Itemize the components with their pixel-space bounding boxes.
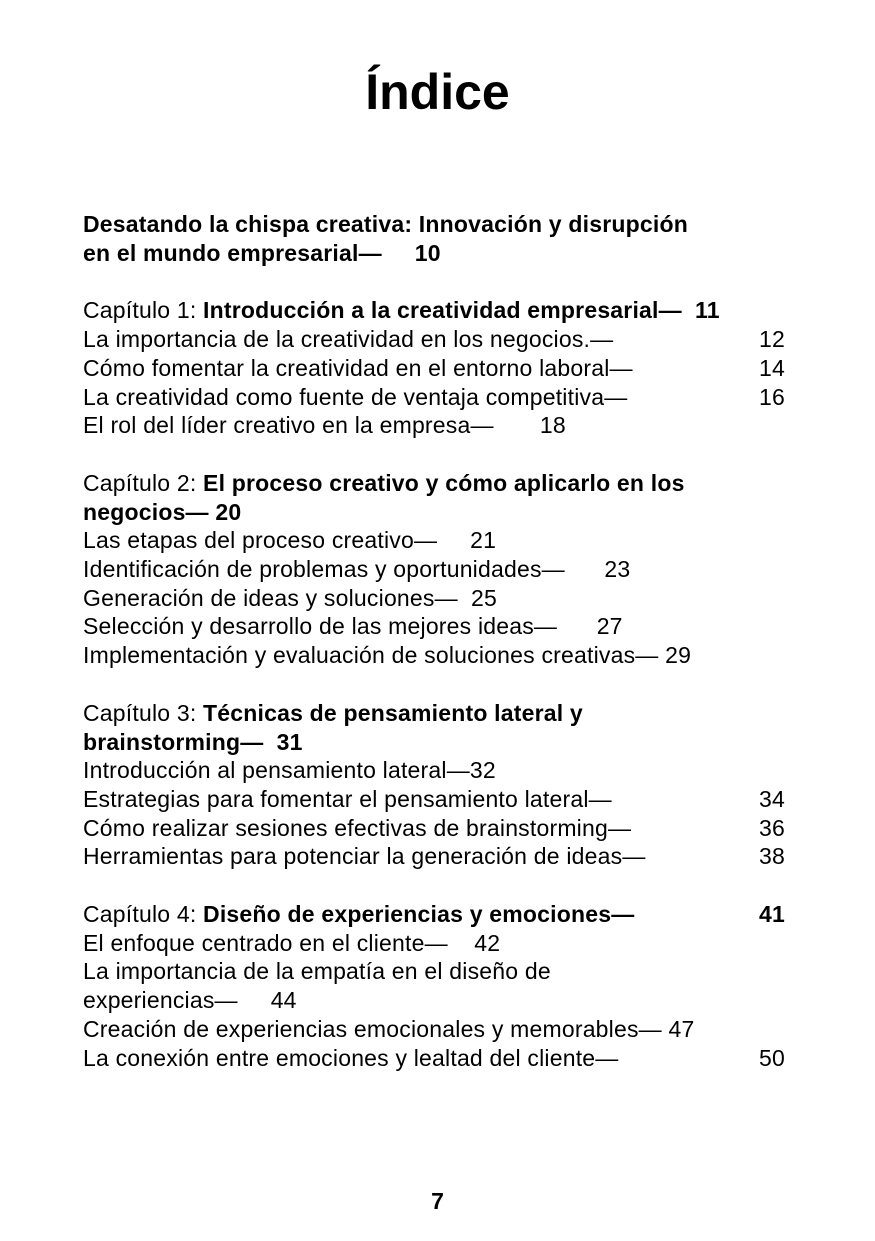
chapter-3-title-line2: brainstorming— (83, 728, 264, 755)
toc-section (83, 411, 804, 440)
toc-section (83, 1015, 804, 1044)
section-page: 44 (270, 987, 297, 1014)
section-page: 12 (759, 326, 785, 353)
section-text: Estrategias para fomentar el pensamiento lateral— (83, 785, 612, 812)
chapter-1-title: Introducción a la creatividad empresarial— (203, 297, 682, 324)
section-page: 50 (759, 1044, 785, 1071)
section-text: El enfoque centrado en el cliente— (83, 929, 448, 956)
section-text: La importancia de la creatividad en los negocios.— (83, 326, 614, 353)
toc-section (83, 325, 804, 354)
toc-intro-page: 10 (414, 239, 441, 266)
section-page: 47 (668, 1015, 695, 1042)
section-page: 25 (471, 584, 497, 611)
section-page: 14 (759, 354, 785, 381)
toc-section (83, 814, 804, 843)
section-page: 21 (470, 527, 497, 554)
toc-section-line1: La importancia de la empatía en el diseño de (83, 958, 551, 985)
chapter-3-page: 31 (276, 728, 303, 755)
section-text: Generación de ideas y soluciones— (83, 584, 458, 611)
chapter-4-page: 41 (759, 901, 785, 928)
toc-chapter-3-line1 (83, 699, 804, 728)
section-page: 38 (759, 843, 785, 870)
chapter-2-page: 20 (215, 498, 242, 525)
section-page: 32 (469, 757, 496, 784)
section-page: 34 (759, 785, 785, 812)
chapter-4-title: Diseño de experiencias y emociones— (203, 901, 635, 928)
section-text: Selección y desarrollo de las mejores ideas— (83, 613, 558, 640)
toc-chapter-1 (83, 296, 804, 325)
section-text: La conexión entre emociones y lealtad del cliente— (83, 1044, 619, 1071)
section-text: Identificación de problemas y oportunidades— (83, 556, 565, 583)
section-text: experiencias— (83, 987, 238, 1014)
section-text: Las etapas del proceso creativo— (83, 527, 438, 554)
section-page: 42 (474, 929, 501, 956)
chapter-1-prefix: Capítulo 1: (83, 297, 204, 324)
chapter-2-title-line2: negocios— (83, 498, 209, 525)
section-page: 16 (759, 383, 785, 410)
section-text: Herramientas para potenciar la generación de ideas— (83, 843, 646, 870)
toc-chapter-2-line1 (83, 469, 804, 498)
toc-intro-title-line2: en el mundo empresarial— (83, 239, 382, 266)
toc-intro-title-line1: Desatando la chispa creativa: Innovación y disrupción (83, 211, 688, 237)
section-page: 29 (665, 642, 692, 669)
chapter-4-prefix: Capítulo 4: (83, 901, 204, 928)
toc-chapter-4 (83, 900, 804, 929)
section-text: El rol del líder creativo en la empresa— (83, 412, 494, 439)
toc-section (83, 756, 804, 785)
chapter-1-page: 11 (695, 297, 720, 324)
toc-intro-entry (83, 239, 804, 268)
chapter-3-title-line1: Técnicas de pensamiento lateral y (203, 699, 583, 726)
page-title: Índice (365, 64, 510, 120)
toc-chapter-3-line2 (83, 728, 804, 757)
toc-section (83, 785, 804, 814)
section-text: Cómo fomentar la creatividad en el entorno laboral— (83, 354, 633, 381)
toc-section (83, 929, 804, 958)
page-number: 7 (431, 1188, 444, 1214)
section-page: 23 (604, 556, 631, 583)
toc-section (83, 842, 804, 871)
chapter-2-title-line1: El proceso creativo y cómo aplicarlo en los (203, 469, 685, 496)
toc-section (83, 526, 804, 555)
toc-section (83, 383, 804, 412)
toc-section (83, 354, 804, 383)
toc-chapter-2-line2 (83, 498, 804, 527)
chapter-2-prefix: Capítulo 2: (83, 469, 204, 496)
chapter-3-prefix: Capítulo 3: (83, 699, 204, 726)
section-page: 18 (539, 412, 566, 439)
section-text: Implementación y evaluación de soluciones creativas— (83, 642, 659, 669)
section-text: La creatividad como fuente de ventaja competitiva— (83, 383, 628, 410)
section-page: 36 (759, 814, 785, 841)
toc-section (83, 584, 804, 613)
section-text: Creación de experiencias emocionales y memorables— (83, 1015, 662, 1042)
section-page: 27 (596, 613, 623, 640)
toc-section-line2 (83, 986, 804, 1015)
table-of-contents (83, 210, 804, 1072)
toc-section (83, 1044, 804, 1073)
section-text: Cómo realizar sesiones efectivas de brainstorming— (83, 814, 632, 841)
toc-section (83, 612, 804, 641)
toc-section (83, 555, 804, 584)
toc-section (83, 641, 804, 670)
section-text: Introducción al pensamiento lateral— (83, 757, 470, 784)
